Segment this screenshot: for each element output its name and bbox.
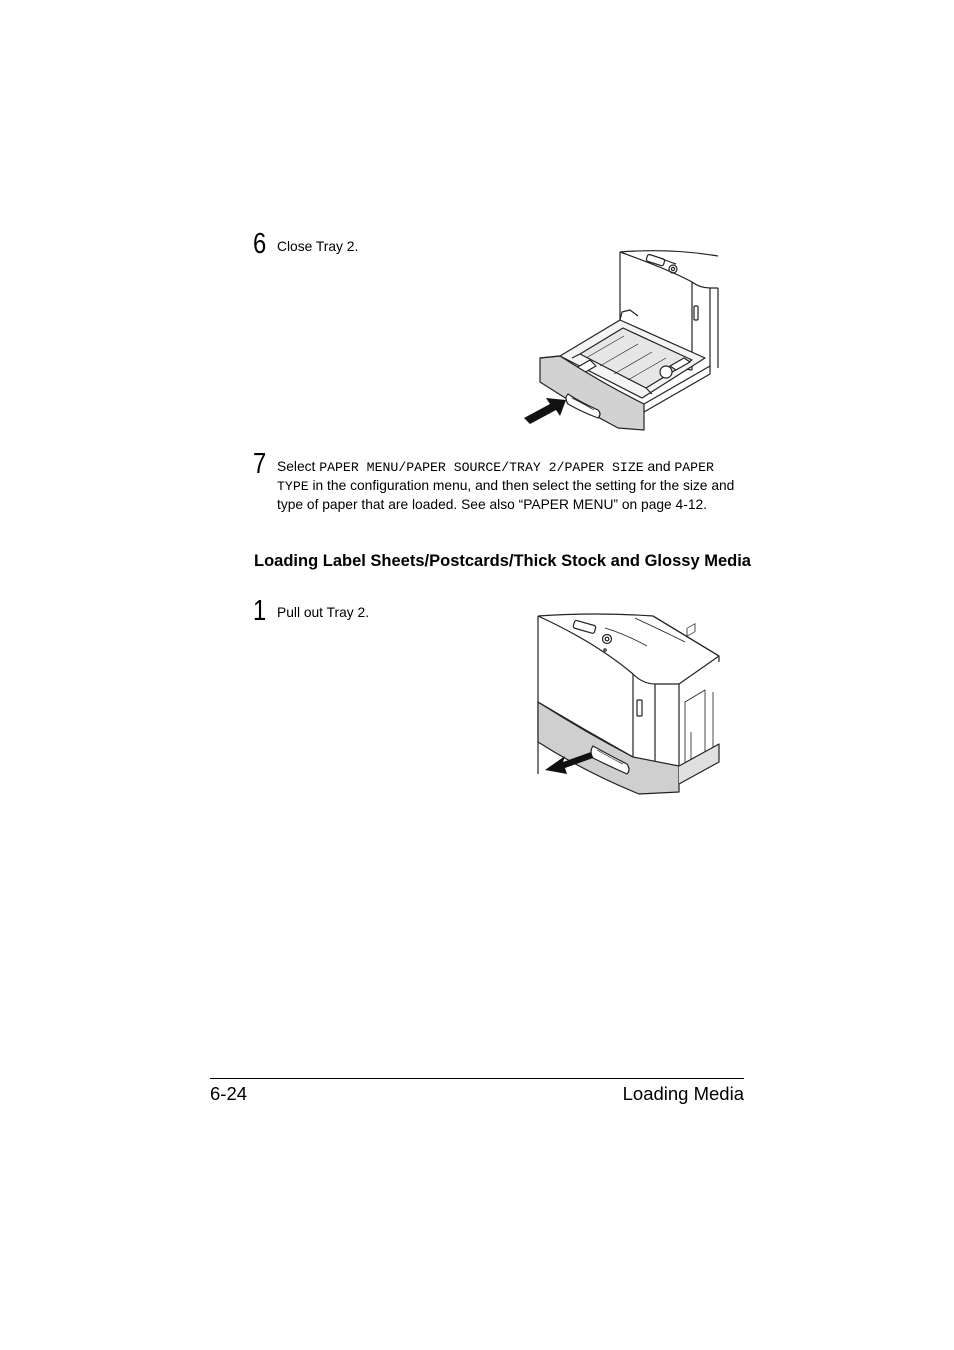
step-7-text-part: Select xyxy=(277,459,320,474)
menu-path-paper-size: PAPER MENU/PAPER SOURCE/TRAY 2/PAPER SIZE xyxy=(319,460,644,475)
step-7-text-part: in the configuration menu, and then select the setting for the size and type of paper that are loaded. See also “PAPER MENU” on page 4-12. xyxy=(277,478,735,512)
step-7-number: 7 xyxy=(253,448,267,480)
step-6-number: 6 xyxy=(253,228,267,260)
step-1-text: Pull out Tray 2. xyxy=(277,605,370,620)
step-7-text xyxy=(277,458,747,514)
footer-rule xyxy=(210,1078,744,1079)
printer-tray-close-illustration xyxy=(520,248,720,433)
chapter-title: Loading Media xyxy=(622,1083,744,1104)
step-6-text: Close Tray 2. xyxy=(277,239,359,254)
section-heading: Loading Label Sheets/Postcards/Thick Stock and Glossy Media xyxy=(254,552,751,570)
arrow-push-in-icon xyxy=(524,398,566,424)
step-1-number: 1 xyxy=(253,595,267,627)
page-number: 6-24 xyxy=(210,1083,248,1104)
step-7-text-part: and xyxy=(643,459,675,474)
printer-tray-pull-illustration xyxy=(535,612,725,797)
menu-path-paper-type: PAPER TYPE xyxy=(277,460,714,494)
